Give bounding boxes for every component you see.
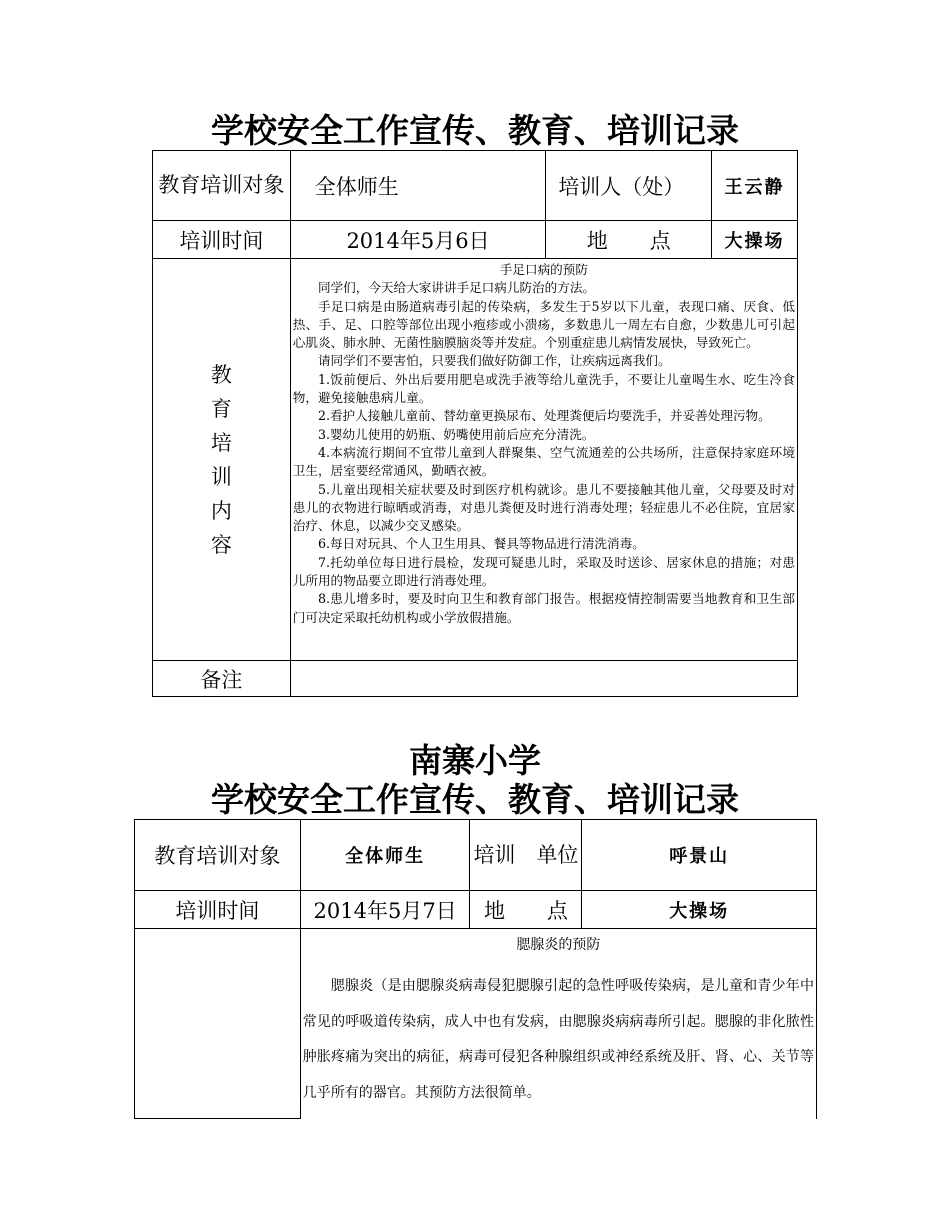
target-label: 教育培训对象 [153,151,291,221]
content-label-char: 教 [210,362,232,387]
content-title: 腮腺炎的预防 [516,937,601,953]
place-value: 大操场 [712,221,798,259]
content-body [290,259,797,661]
target-value: 全体师生 [290,151,546,221]
target-label: 教育培训对象 [135,820,301,891]
content-paragraph: 8.患儿增多时，要及时向卫生和教育部门报告。根据疫情控制需要当地教育和卫生部门可决定采取托幼机构或小学放假措施。 [292,591,795,625]
content-label [153,259,291,661]
trainer-signature: 王云静 [712,151,798,221]
content-body [300,929,816,1119]
time-label: 培训时间 [135,891,301,929]
target-value: 全体师生 [300,820,470,891]
content-paragraph: 腮腺炎（是由腮腺炎病毒侵犯腮腺引起的急性呼吸传染病，是儿童和青少年中常见的呼吸道传染病，成人中也有发病，由腮腺炎病病毒所引起。腮腺的非化脓性肿胀疼痛为突出的病征，病毒可侵犯各种腺组织或神经系统及肝、肾、心、关节等几乎所有的器官。其预防方法很简单。 [302,978,814,1101]
content-paragraph: 同学们，今天给大家讲讲手足口病儿防治的方法。 [317,280,595,296]
content-paragraph: 2.看护人接触儿童前、替幼童更换尿布、处理粪便后均要洗手，并妥善处理污物。 [317,408,771,424]
content-title: 手足口病的预防 [499,262,588,277]
content-paragraph: 手足口病是由肠道病毒引起的传染病，多发生于5岁以下儿童，表现口痛、厌食、低热、手、足、口腔等部位出现小疱疹或小溃疡，多数患儿一周左右自愈，少数患儿可引起心肌炎、肺水肿、无菌性脑膜脑炎等并发症。个别重症患儿病情发展快，导致死亡。 [292,298,795,351]
content-paragraph: 7.托幼单位每日进行晨检，发现可疑患儿时，采取及时送诊、居家休息的措施；对患儿所用的物品要立即进行消毒处理。 [292,554,795,589]
record2-school: 南寨小学 [409,741,541,780]
trainer-label: 培训人（处） [546,151,712,221]
record2-table [134,819,817,1119]
time-value: 2014年5月6日 [290,221,546,259]
record2-title: 学校安全工作宣传、教育、培训记录 [211,780,739,819]
record1-table [152,150,798,697]
place-label: 地 点 [546,221,712,259]
place-label: 地 点 [470,891,582,929]
content-paragraph: 3.婴幼儿使用的奶瓶、奶嘴使用前后应充分清洗。 [317,426,595,442]
content-label-char: 容 [210,532,232,557]
content-label-char: 内 [210,498,232,523]
time-value: 2014年5月7日 [300,891,470,929]
content-paragraph: 1.饭前便后、外出后要用肥皂或洗手液等给儿童洗手，不要让儿童喝生水、吃生冷食物，避免接触患病儿童。 [292,371,795,406]
content-paragraph: 6.每日对玩具、个人卫生用具、餐具等物品进行清洗消毒。 [317,536,645,552]
remarks-label: 备注 [153,661,291,697]
record1-title: 学校安全工作宣传、教育、培训记录 [211,111,739,150]
content-paragraph: 4.本病流行期间不宜带儿童到人群聚集、空气流通差的公共场所，注意保持家庭环境卫生，居室要经常通风，勤晒衣被。 [292,444,795,479]
time-label: 培训时间 [153,221,291,259]
content-paragraph: 请同学们不要害怕，只要我们做好防御工作，让疾病远离我们。 [317,353,671,369]
remarks-value [290,661,797,697]
unit-label: 培训 单位 [470,820,582,891]
unit-value: 呼景山 [582,820,817,891]
content-label-char: 训 [210,464,232,489]
content-paragraph: 5.儿童出现相关症状要及时到医疗机构就诊。患儿不要接触其他儿童，父母要及时对患儿的衣物进行晾晒或消毒，对患儿粪便及时进行消毒处理；轻症患儿不必住院，宜居家治疗、休息，以减少交叉感染。 [292,481,795,534]
place-value: 大操场 [582,891,817,929]
content-label-cell [135,929,301,1119]
content-label-char: 培 [210,430,232,455]
content-label-char: 育 [210,396,232,421]
